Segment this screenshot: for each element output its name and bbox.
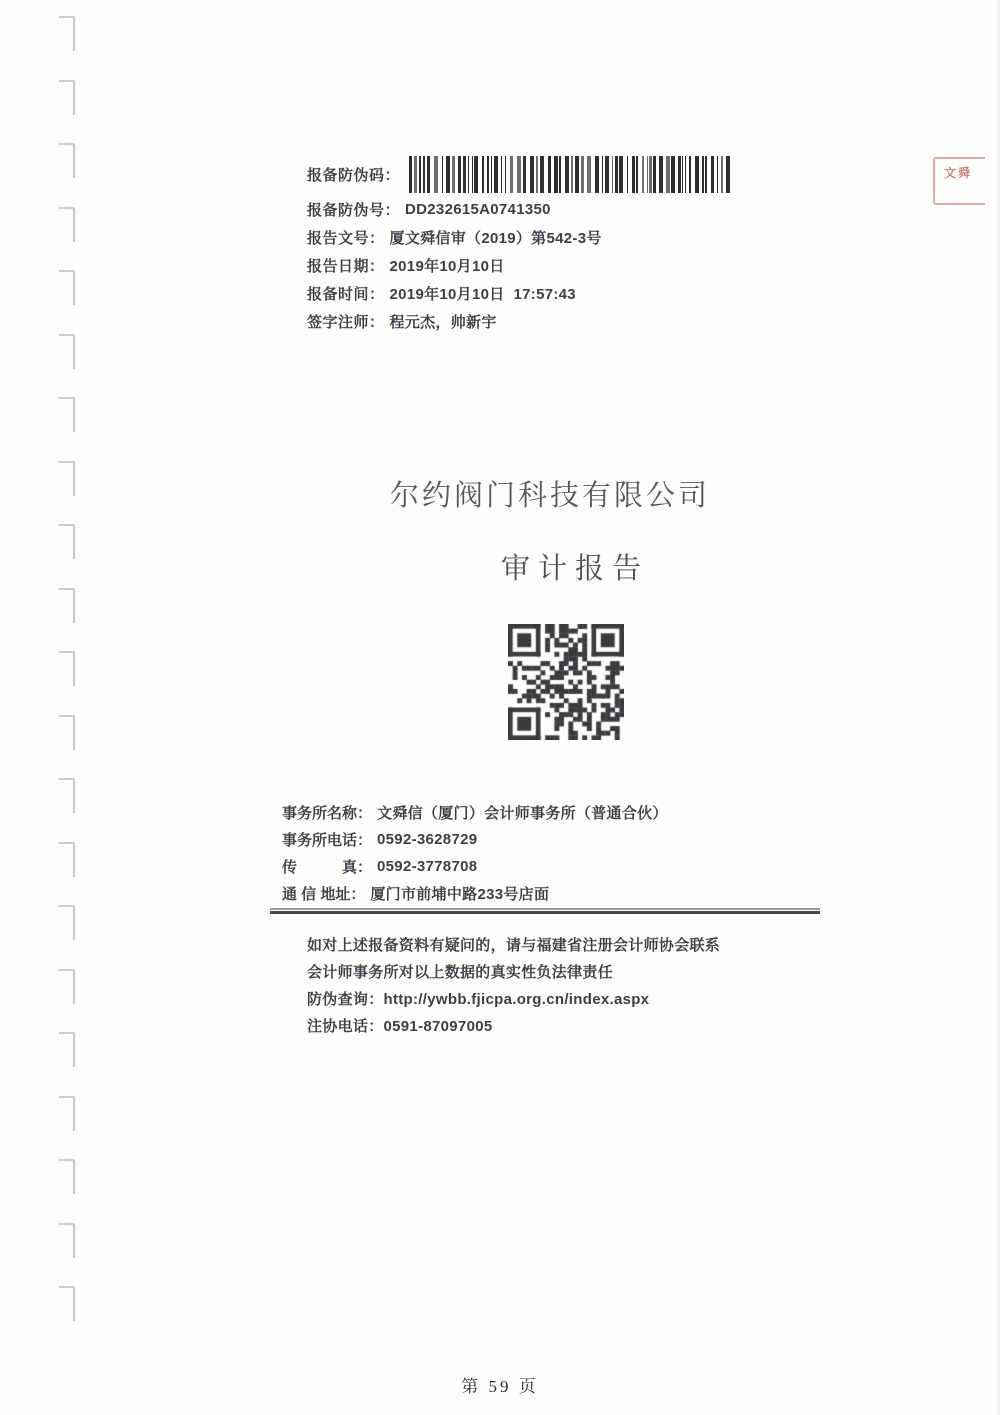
meta-row-report-date	[307, 251, 735, 279]
report-metadata	[307, 153, 735, 335]
firm-row-name	[282, 799, 668, 826]
firm-label: 通 信 地址：	[282, 886, 366, 903]
binding-hole-mark	[59, 588, 75, 623]
meta-row-filing-time	[307, 279, 735, 307]
firm-value: 0592-3778708	[377, 858, 478, 875]
binding-hole-mark	[59, 207, 75, 242]
firm-label: 事务所名称：	[282, 805, 373, 822]
binding-hole-mark	[59, 778, 75, 813]
footer-note-line: 注协电话：0591-87097005	[307, 1018, 493, 1035]
binding-hole-mark	[59, 1032, 75, 1067]
meta-value: 2019年10月10日 17:57:43	[389, 285, 576, 303]
binding-hole-mark	[59, 270, 75, 305]
binding-hole-mark	[59, 397, 75, 432]
meta-row-signing-cpas	[307, 307, 735, 335]
meta-value: 厦文舜信审（2019）第542-3号	[389, 229, 602, 247]
footer-note-line: 会计师事务所对以上数据的真实性负法律责任	[307, 964, 614, 981]
page-number: 第 59 页	[461, 1377, 539, 1396]
meta-label: 报备时间：	[307, 285, 385, 303]
firm-value: 文舜信（厦门）会计师事务所（普通合伙）	[377, 805, 668, 822]
binding-hole-mark	[59, 1286, 75, 1321]
footer-notes	[307, 932, 720, 1040]
binding-hole-mark	[59, 842, 75, 877]
firm-row-fax	[282, 853, 668, 880]
barcode-label: 报备防伪码：	[307, 166, 401, 184]
binding-hole-mark	[59, 715, 75, 750]
meta-value: DD232615A0741350	[405, 200, 551, 218]
divider-rule	[270, 908, 820, 914]
firm-label: 传 真：	[282, 859, 373, 876]
meta-value: 程元杰，帅新宇	[389, 313, 497, 331]
barcode-icon	[409, 156, 735, 193]
binding-hole-mark	[59, 524, 75, 559]
firm-row-address	[282, 880, 668, 907]
meta-row-report-number	[307, 223, 735, 251]
footer-note-line: 如对上述报备资料有疑问的，请与福建省注册会计师协会联系	[307, 937, 721, 954]
meta-label: 签字注师：	[307, 313, 385, 331]
firm-value: 厦门市前埔中路233号店面	[370, 886, 550, 903]
firm-label: 事务所电话：	[282, 832, 373, 849]
company-name-title: 尔约阀门科技有限公司	[389, 480, 710, 512]
firm-info-block	[282, 799, 668, 907]
binding-hole-mark	[59, 905, 75, 940]
meta-label: 报备防伪号：	[307, 201, 401, 219]
binding-hole-mark	[59, 16, 75, 51]
firm-value: 0592-3628729	[377, 831, 478, 848]
meta-value: 2019年10月10日	[389, 257, 505, 275]
binding-hole-mark	[59, 334, 75, 369]
binding-hole-mark	[59, 1096, 75, 1131]
red-seal-stamp	[933, 157, 985, 205]
binding-hole-mark	[59, 969, 75, 1004]
binding-hole-mark	[59, 1223, 75, 1258]
meta-label: 报告日期：	[307, 257, 385, 275]
binding-hole-mark	[59, 80, 75, 115]
anti-forgery-barcode-row	[307, 153, 735, 195]
meta-row-antiforgery-number	[307, 195, 735, 223]
binding-hole-mark	[59, 461, 75, 496]
binding-hole-mark	[59, 143, 75, 178]
binding-hole-mark	[59, 1159, 75, 1194]
binding-hole-mark	[59, 651, 75, 686]
footer-note-line: 防伪查询：http://ywbb.fjicpa.org.cn/index.aspx	[307, 991, 650, 1008]
audit-report-title: 审计报告	[500, 553, 649, 585]
meta-label: 报告文号：	[307, 229, 385, 247]
firm-row-phone	[282, 826, 668, 853]
red-seal-text: 文舜	[944, 166, 973, 180]
qr-code-icon	[508, 624, 624, 740]
